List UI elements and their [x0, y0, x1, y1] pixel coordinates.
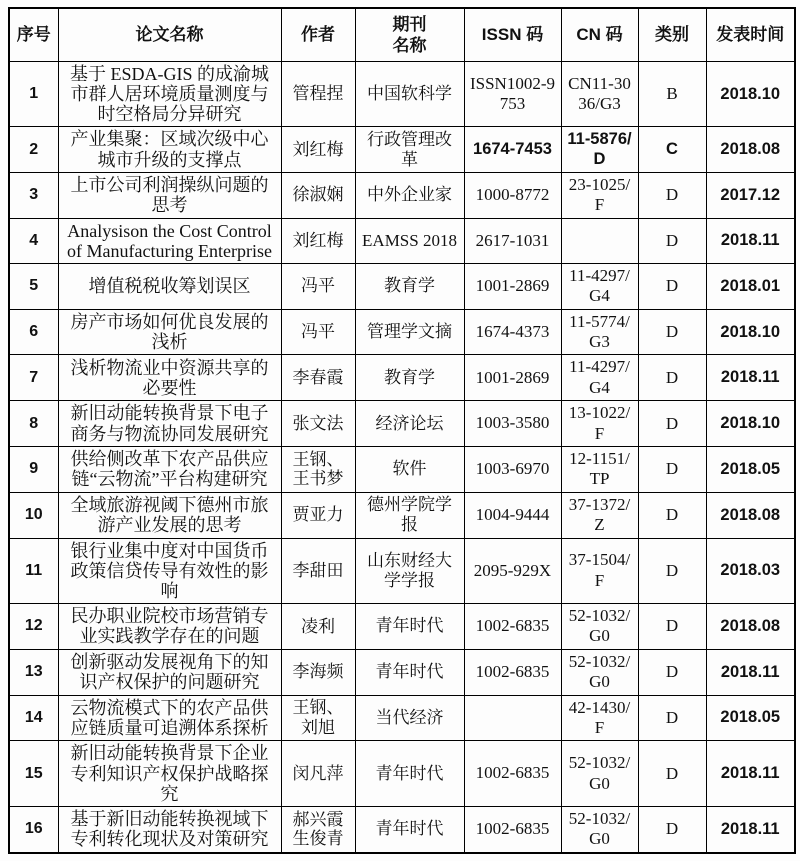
cell-author: 冯平	[281, 309, 355, 355]
cell-title: 浅析物流业中资源共享的必要性	[58, 355, 281, 401]
papers-table-body	[9, 62, 795, 853]
cell-date: 2018.03	[706, 538, 795, 603]
header-no	[9, 8, 58, 62]
cell-no: 3	[9, 172, 58, 218]
cell-journal: 德州学院学报	[355, 492, 464, 538]
cell-author: 刘红梅	[281, 127, 355, 172]
cell-journal: 行政管理改革	[355, 127, 464, 172]
cell-date: 2017.12	[706, 172, 795, 218]
cell-issn: 1002-6835	[464, 741, 561, 806]
cell-cn: 52-1032/G0	[561, 649, 638, 695]
cell-issn: 1002-6835	[464, 649, 561, 695]
cell-no: 4	[9, 218, 58, 263]
cell-author: 徐淑娴	[281, 172, 355, 218]
cell-issn: 1004-9444	[464, 492, 561, 538]
cell-category: D	[638, 649, 706, 695]
cell-journal: 青年时代	[355, 806, 464, 852]
cell-issn: 1001-2869	[464, 263, 561, 309]
header-date-label: 发表时间	[716, 25, 785, 45]
cell-date: 2018.11	[706, 806, 795, 852]
cell-title: 产业集聚：区域次级中心城市升级的支撑点	[58, 127, 281, 172]
cell-date: 2018.10	[706, 62, 795, 127]
cell-title: 云物流模式下的农产品供应链质量可追溯体系探析	[58, 695, 281, 741]
header-cn-label: CN 码	[576, 25, 623, 45]
cell-title: 基于新旧动能转换视域下专利转化现状及对策研究	[58, 806, 281, 852]
cell-category: D	[638, 741, 706, 806]
header-author-label: 作者	[301, 25, 335, 45]
cell-category: D	[638, 447, 706, 493]
cell-journal: 山东财经大学学报	[355, 538, 464, 603]
cell-issn: 2095-929X	[464, 538, 561, 603]
cell-journal: 经济论坛	[355, 401, 464, 447]
cell-journal: 中国软科学	[355, 62, 464, 127]
cell-title: 创新驱动发展视角下的知识产权保护的问题研究	[58, 649, 281, 695]
cell-author: 闵凡萍	[281, 741, 355, 806]
header-issn	[464, 8, 561, 62]
cell-issn: 1003-6970	[464, 447, 561, 493]
cell-author: 李海频	[281, 649, 355, 695]
cell-category: D	[638, 355, 706, 401]
cell-cn: 42-1430/F	[561, 695, 638, 741]
cell-no: 8	[9, 401, 58, 447]
header-journal-label: 期刊名称	[392, 14, 427, 55]
cell-cn: 23-1025/F	[561, 172, 638, 218]
cell-no: 11	[9, 538, 58, 603]
header-cn	[561, 8, 638, 62]
cell-category: D	[638, 401, 706, 447]
cell-journal: 软件	[355, 447, 464, 493]
cell-author: 李春霞	[281, 355, 355, 401]
table-row	[9, 695, 795, 741]
cell-no: 5	[9, 263, 58, 309]
cell-title: 全域旅游视阈下德州市旅游产业发展的思考	[58, 492, 281, 538]
header-journal	[355, 8, 464, 62]
cell-author: 刘红梅	[281, 218, 355, 263]
cell-date: 2018.11	[706, 218, 795, 263]
cell-category: D	[638, 218, 706, 263]
cell-title: 银行业集中度对中国货币政策信贷传导有效性的影响	[58, 538, 281, 603]
cell-no: 14	[9, 695, 58, 741]
cell-date: 2018.08	[706, 492, 795, 538]
cell-date: 2018.10	[706, 309, 795, 355]
cell-no: 10	[9, 492, 58, 538]
cell-author: 李甜田	[281, 538, 355, 603]
table-row	[9, 172, 795, 218]
cell-journal: 中外企业家	[355, 172, 464, 218]
cell-title: 民办职业院校市场营销专业实践教学存在的问题	[58, 604, 281, 650]
table-row	[9, 492, 795, 538]
cell-author: 王钢、刘旭	[281, 695, 355, 741]
cell-issn: 1674-4373	[464, 309, 561, 355]
cell-issn: 2617-1031	[464, 218, 561, 263]
table-row	[9, 218, 795, 263]
cell-category: B	[638, 62, 706, 127]
cell-cn: 11-4297/G4	[561, 263, 638, 309]
cell-title: 房产市场如何优良发展的浅析	[58, 309, 281, 355]
cell-author: 张文法	[281, 401, 355, 447]
header-row	[9, 8, 795, 62]
table-row	[9, 649, 795, 695]
header-category	[638, 8, 706, 62]
cell-issn	[464, 695, 561, 741]
cell-issn: 1000-8772	[464, 172, 561, 218]
cell-date: 2018.11	[706, 355, 795, 401]
table-row	[9, 309, 795, 355]
cell-author: 冯平	[281, 263, 355, 309]
cell-cn: 12-1151/TP	[561, 447, 638, 493]
cell-cn: 37-1372/Z	[561, 492, 638, 538]
cell-cn: 52-1032/G0	[561, 741, 638, 806]
cell-title: 增值税税收筹划误区	[58, 263, 281, 309]
cell-journal: EAMSS 2018	[355, 218, 464, 263]
cell-author: 贾亚力	[281, 492, 355, 538]
cell-category: C	[638, 127, 706, 172]
cell-cn: 11-5876/D	[561, 127, 638, 172]
header-issn-label: ISSN 码	[481, 25, 544, 45]
table-row	[9, 604, 795, 650]
cell-cn: 11-4297/G4	[561, 355, 638, 401]
table-row	[9, 263, 795, 309]
cell-no: 6	[9, 309, 58, 355]
cell-no: 12	[9, 604, 58, 650]
cell-no: 9	[9, 447, 58, 493]
cell-no: 15	[9, 741, 58, 806]
cell-date: 2018.11	[706, 741, 795, 806]
cell-no: 16	[9, 806, 58, 852]
table-row	[9, 806, 795, 852]
table-row	[9, 538, 795, 603]
header-no-label: 序号	[16, 25, 51, 45]
papers-table	[8, 7, 796, 854]
header-title	[58, 8, 281, 62]
cell-title: 上市公司利润操纵问题的思考	[58, 172, 281, 218]
cell-issn: 1003-3580	[464, 401, 561, 447]
cell-journal: 青年时代	[355, 741, 464, 806]
cell-date: 2018.05	[706, 447, 795, 493]
cell-cn: 37-1504/F	[561, 538, 638, 603]
cell-no: 1	[9, 62, 58, 127]
cell-date: 2018.10	[706, 401, 795, 447]
cell-issn: 1674-7453	[464, 127, 561, 172]
cell-title: 新旧动能转换背景下电子商务与物流协同发展研究	[58, 401, 281, 447]
cell-author: 管程捏	[281, 62, 355, 127]
cell-no: 13	[9, 649, 58, 695]
cell-category: D	[638, 604, 706, 650]
cell-journal: 青年时代	[355, 649, 464, 695]
cell-issn: 1002-6835	[464, 806, 561, 852]
cell-journal: 教育学	[355, 263, 464, 309]
cell-date: 2018.08	[706, 127, 795, 172]
cell-cn: 52-1032/G0	[561, 806, 638, 852]
cell-title: Analysison the Cost Control of Manufacturing Enterprise	[58, 218, 281, 263]
cell-cn: 11-5774/G3	[561, 309, 638, 355]
cell-date: 2018.11	[706, 649, 795, 695]
cell-title: 新旧动能转换背景下企业专利知识产权保护战略探究	[58, 741, 281, 806]
cell-cn: CN11-3036/G3	[561, 62, 638, 127]
cell-no: 7	[9, 355, 58, 401]
cell-cn: 52-1032/G0	[561, 604, 638, 650]
document-page	[8, 7, 794, 854]
table-header	[9, 8, 795, 62]
cell-no: 2	[9, 127, 58, 172]
cell-category: D	[638, 263, 706, 309]
cell-cn: 13-1022/F	[561, 401, 638, 447]
cell-journal: 青年时代	[355, 604, 464, 650]
cell-issn: ISSN1002-9753	[464, 62, 561, 127]
cell-journal: 管理学文摘	[355, 309, 464, 355]
cell-date: 2018.01	[706, 263, 795, 309]
cell-category: D	[638, 538, 706, 603]
header-category-label: 类别	[655, 25, 689, 45]
cell-category: D	[638, 806, 706, 852]
header-author	[281, 8, 355, 62]
cell-journal: 教育学	[355, 355, 464, 401]
table-row	[9, 62, 795, 127]
cell-author: 郝兴霞生俊青	[281, 806, 355, 852]
cell-category: D	[638, 695, 706, 741]
table-row	[9, 447, 795, 493]
header-date	[706, 8, 795, 62]
cell-date: 2018.05	[706, 695, 795, 741]
table-row	[9, 355, 795, 401]
cell-title: 供给侧改革下农产品供应链“云物流”平台构建研究	[58, 447, 281, 493]
cell-category: D	[638, 172, 706, 218]
cell-journal: 当代经济	[355, 695, 464, 741]
cell-date: 2018.08	[706, 604, 795, 650]
cell-author: 凌利	[281, 604, 355, 650]
cell-issn: 1001-2869	[464, 355, 561, 401]
cell-category: D	[638, 309, 706, 355]
cell-cn	[561, 218, 638, 263]
header-title-label: 论文名称	[135, 25, 204, 45]
table-row	[9, 127, 795, 172]
cell-issn: 1002-6835	[464, 604, 561, 650]
cell-author: 王钢、王书梦	[281, 447, 355, 493]
cell-category: D	[638, 492, 706, 538]
cell-title: 基于 ESDA-GIS 的成渝城市群人居环境质量测度与时空格局分异研究	[58, 62, 281, 127]
table-row	[9, 401, 795, 447]
table-row	[9, 741, 795, 806]
